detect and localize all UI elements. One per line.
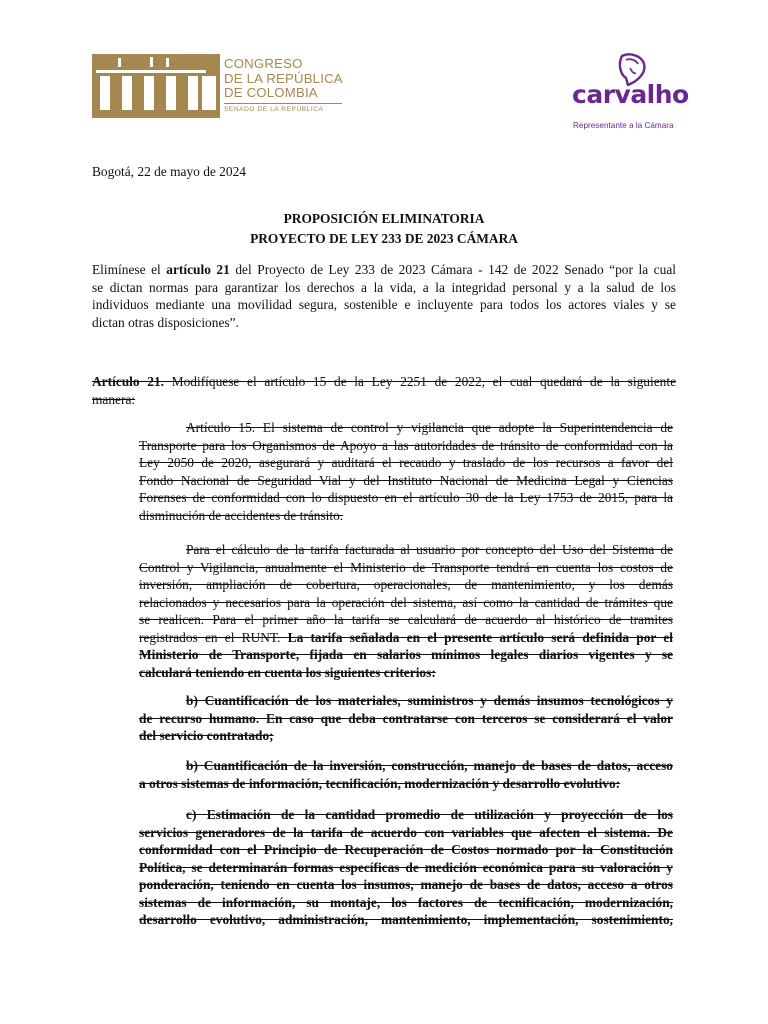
para1-line-5: Forenses de conformidad con lo dispuesto en el artículo 30 de la Ley 1753 de 2015, para la [139,490,673,505]
para2-line-5: se realicen. Para el primer año la tarifa se calculará de acuerdo al histórico de tramites [139,612,673,627]
para2-line-4: relacionados y necesarios para la operación del sistema, así como la cantidad de trámites que [139,594,673,610]
intro-line-3: individuos mediante una movilidad segura, sostenible e incluyente para todos los actores viales y se [92,297,676,312]
para2-line-2: Control y Vigilancia, anualmente el Ministerio de Transporte tendrá en cuenta los costos de [139,559,673,575]
intro-paragraph [92,261,676,331]
date-line: Bogotá, 22 de mayo de 2024 [92,164,246,179]
article-line-2: manera: [92,391,136,407]
criterion-c-estimation [139,806,673,929]
senado-label: SENADO DE LA REPÚBLICA [224,106,324,114]
item-c-line-6: sistemas de información, su montaje, los factores de tecnificación, modernización, [139,894,673,910]
item-c-line-5: ponderación, teniendo en cuenta los insumos, manejo de bases de datos, acceso a otros [139,877,673,892]
criterion-b-inversion [139,757,673,792]
criterion-b-materials [139,692,673,745]
item-b1-line-1: b) Cuantificación de los materiales, suministros y demás insumos tecnológicos y [186,693,673,708]
article-number: Artículo 21. [92,374,165,389]
item-c-line-1: c) Estimación de la cantidad promedio de utilización y proyección de los [186,807,673,822]
para1-line-6: disminución de accidentes de tránsito. [139,507,344,523]
article-text: Modifíquese el artículo 15 de la Ley 2251 de 2022, el cual quedará de la siguiente [164,374,677,389]
para1-line-2: Transporte para los Organismos de Apoyo a las autoridades de tránsito de conformidad con la [139,437,673,453]
para2-line-8: calculará teniendo en cuenta los siguientes criterios: [139,664,436,680]
para2-line-6a: registrados en el RUNT. [139,629,281,645]
item-c-line-2: servicios generadores de la tarifa de acuerdo con variables que afecten el sistema. De [139,824,673,840]
para1-line-1: Artículo 15. El sistema de control y vigilancia que adopte la Superintendencia de [186,420,673,435]
para2-line-3: inversión, ampliación de cobertura, operacionales, de mantenimiento, y los demás [139,577,673,592]
congreso-line-1: CONGRESO [224,56,303,71]
congreso-line-2: DE LA REPÚBLICA [224,70,343,86]
item-b1-line-2: de recurso humano. En caso que deba contratarse con terceros se considerará el valor [139,710,673,726]
item-c-line-7: desarrollo evolutivo, administración, mantenimiento, implementación, sostenimiento, [139,912,673,927]
congreso-building-icon [92,54,220,118]
article-heading [92,373,676,408]
para2-line-7: Ministerio de Transporte, fijada en salarios mínimos legales diarios vigentes y se [139,647,673,662]
intro-text-1: Elimínese el [92,262,167,277]
item-c-line-3: conformidad con el Principio de Recuperación de Costos normado por la Constitución [139,842,673,857]
intro-line-2: se dictan normas para garantizar los derechos a la vida, a la integridad personal y a la salud de los [92,279,676,295]
congreso-logo [92,54,358,118]
item-b2-line-1: b) Cuantificación de la inversión, construcción, manejo de bases de datos, acceso [186,758,673,773]
document-title: PROPOSICIÓN ELIMINATORIA [283,211,485,226]
para2-line-6b: La tarifa señalada en el presente artículo será definida por el [280,629,673,645]
item-c-line-4: Política, se determinarán formas específicas de medición económica para su valoración y [139,859,673,875]
carvalho-wordmark: carvalho [572,80,689,109]
intro-line-4: dictan otras disposiciones”. [92,314,239,330]
article-15-paragraph [139,419,673,524]
item-b1-line-3: del servicio contratado; [139,728,274,743]
carvalho-subtitle: Representante a la Cámara [573,121,674,130]
carvalho-logo [570,52,689,132]
item-b2-line-2: a otros sistemas de información, tecnificación, modernización y desarrollo evolutivo: [139,775,621,791]
para1-line-3: Ley 2050 de 2020, asegurará y auditará el recaudo y traslado de los recursos a favor del [139,455,673,470]
intro-article-ref: artículo 21 [166,262,230,277]
intro-text-2: del Proyecto de Ley 233 de 2023 Cámara - 142 de 2022 Senado “por la cual [229,262,676,277]
tarifa-paragraph [139,541,673,681]
para1-line-4: Fondo Nacional de Seguridad Vial y del Instituto Nacional de Medicina Legal y Ciencias [139,472,673,488]
para2-line-1: Para el cálculo de la tarifa facturada al usuario por concepto del Uso del Sistema de [186,542,673,557]
congreso-line-3: DE COLOMBIA [224,85,318,101]
congreso-divider [224,103,342,105]
document-subtitle: PROYECTO DE LEY 233 DE 2023 CÁMARA [250,231,518,246]
